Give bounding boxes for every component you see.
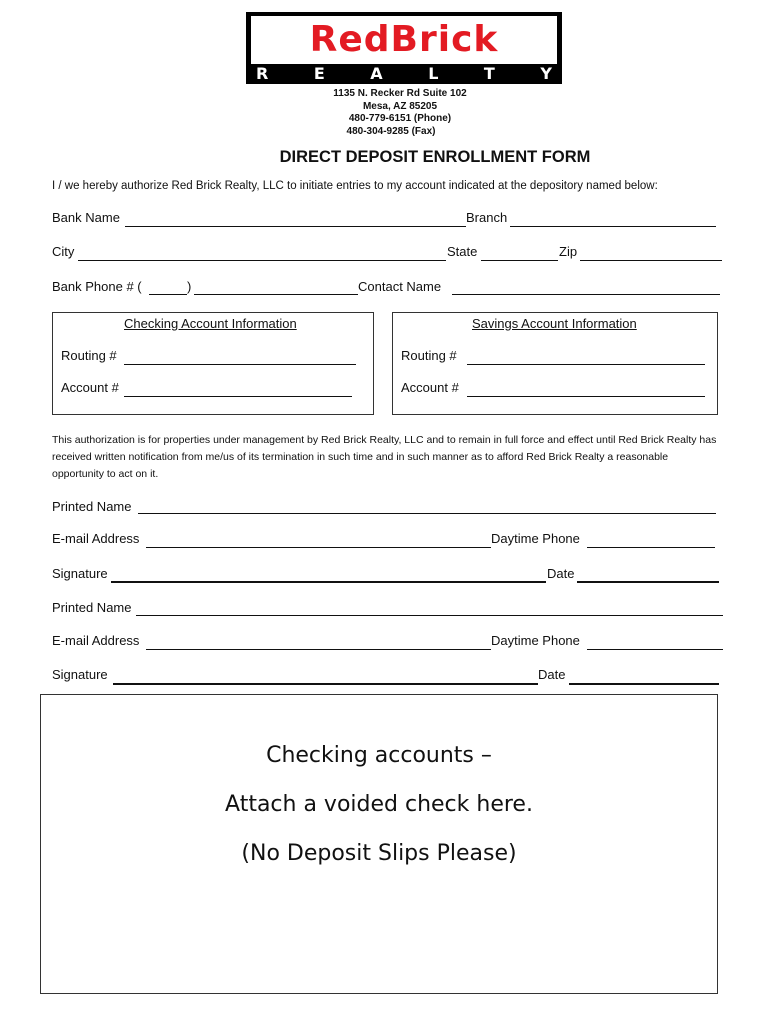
check-box-line3: (No Deposit Slips Please) bbox=[241, 841, 517, 866]
city-field[interactable] bbox=[78, 260, 446, 261]
address-line2: Mesa, AZ 85205 bbox=[362, 100, 438, 112]
printed-name-label-1: Printed Name bbox=[52, 499, 132, 514]
logo-top-panel bbox=[251, 16, 557, 64]
city-label: City bbox=[52, 244, 75, 259]
contact-name-field[interactable] bbox=[452, 294, 720, 295]
bank-name-field[interactable] bbox=[125, 226, 466, 227]
checking-routing-label: Routing # bbox=[61, 348, 117, 363]
company-address bbox=[300, 88, 500, 138]
zip-label: Zip bbox=[559, 244, 578, 259]
logo-letter: L bbox=[428, 63, 439, 83]
printed-name-field-1[interactable] bbox=[138, 513, 716, 514]
checking-account-field[interactable] bbox=[124, 396, 352, 397]
printed-name-field-2[interactable] bbox=[136, 615, 723, 616]
savings-routing-label: Routing # bbox=[401, 348, 457, 363]
check-box-line1: Checking accounts – bbox=[266, 743, 492, 768]
date-label-2: Date bbox=[538, 667, 566, 682]
date-field-2[interactable] bbox=[569, 683, 719, 685]
daytime-phone-field-2[interactable] bbox=[587, 649, 723, 650]
savings-account-label: Account # bbox=[401, 380, 459, 395]
address-line1: 1135 N. Recker Rd Suite 102 bbox=[333, 88, 467, 99]
checking-box-title: Checking Account Information bbox=[124, 316, 297, 331]
date-field-1[interactable] bbox=[577, 581, 719, 583]
logo-letter: R bbox=[256, 63, 269, 83]
logo-letter: E bbox=[313, 63, 325, 83]
printed-name-label-2: Printed Name bbox=[52, 600, 132, 615]
bank-name-label: Bank Name bbox=[52, 210, 120, 225]
checking-routing-field[interactable] bbox=[124, 364, 356, 365]
address-phone: 480-779-6151 (Phone) bbox=[348, 113, 452, 124]
bank-phone-area-field[interactable] bbox=[149, 294, 187, 295]
redbrick-realty-logo bbox=[246, 12, 562, 84]
email-field-1[interactable] bbox=[146, 547, 491, 548]
logo-realty-text bbox=[256, 64, 552, 82]
bank-phone-field[interactable] bbox=[194, 294, 358, 295]
savings-box-title: Savings Account Information bbox=[472, 316, 637, 331]
logo-letter: A bbox=[370, 63, 383, 83]
bank-phone-label: Bank Phone # ( bbox=[52, 279, 142, 294]
savings-account-field[interactable] bbox=[467, 396, 705, 397]
daytime-phone-label-1: Daytime Phone bbox=[491, 531, 580, 546]
contact-name-label: Contact Name bbox=[358, 279, 442, 294]
daytime-phone-field-1[interactable] bbox=[587, 547, 715, 548]
signature-label-2: Signature bbox=[52, 667, 108, 682]
state-field[interactable] bbox=[481, 260, 558, 261]
signature-field-2[interactable] bbox=[113, 683, 538, 685]
intro-text: I / we hereby authorize Red Brick Realty, LLC to initiate entries to my account indicated at the depository named below: bbox=[52, 180, 658, 192]
authorization-text: This authorization is for properties under management by Red Brick Realty, LLC and to remain in full force and effect until Red Brick Realty has received written notification from me/us of its termination in such time and in such manner as to afford Red Brick Realty a reasonable opportunity to act on it. bbox=[52, 434, 717, 480]
signature-label-1: Signature bbox=[52, 566, 108, 581]
logo-letter: T bbox=[483, 63, 495, 83]
state-label: State bbox=[447, 244, 478, 259]
signature-field-1[interactable] bbox=[111, 581, 546, 583]
branch-field[interactable] bbox=[510, 226, 716, 227]
daytime-phone-label-2: Daytime Phone bbox=[491, 633, 580, 648]
logo-brand-text: RedBrick bbox=[309, 19, 499, 60]
form-title: DIRECT DEPOSIT ENROLLMENT FORM bbox=[279, 148, 591, 166]
address-fax: 480-304-9285 (Fax) bbox=[346, 125, 436, 137]
email-label-2: E-mail Address bbox=[52, 633, 140, 648]
zip-field[interactable] bbox=[580, 260, 722, 261]
email-field-2[interactable] bbox=[146, 649, 491, 650]
email-label-1: E-mail Address bbox=[52, 531, 140, 546]
savings-routing-field[interactable] bbox=[467, 364, 705, 365]
branch-label: Branch bbox=[466, 210, 508, 225]
check-box-line2: Attach a voided check here. bbox=[225, 792, 533, 817]
logo-letter: Y bbox=[540, 63, 552, 83]
bank-phone-paren: ) bbox=[187, 279, 192, 294]
date-label-1: Date bbox=[547, 566, 575, 581]
checking-account-label: Account # bbox=[61, 380, 119, 395]
